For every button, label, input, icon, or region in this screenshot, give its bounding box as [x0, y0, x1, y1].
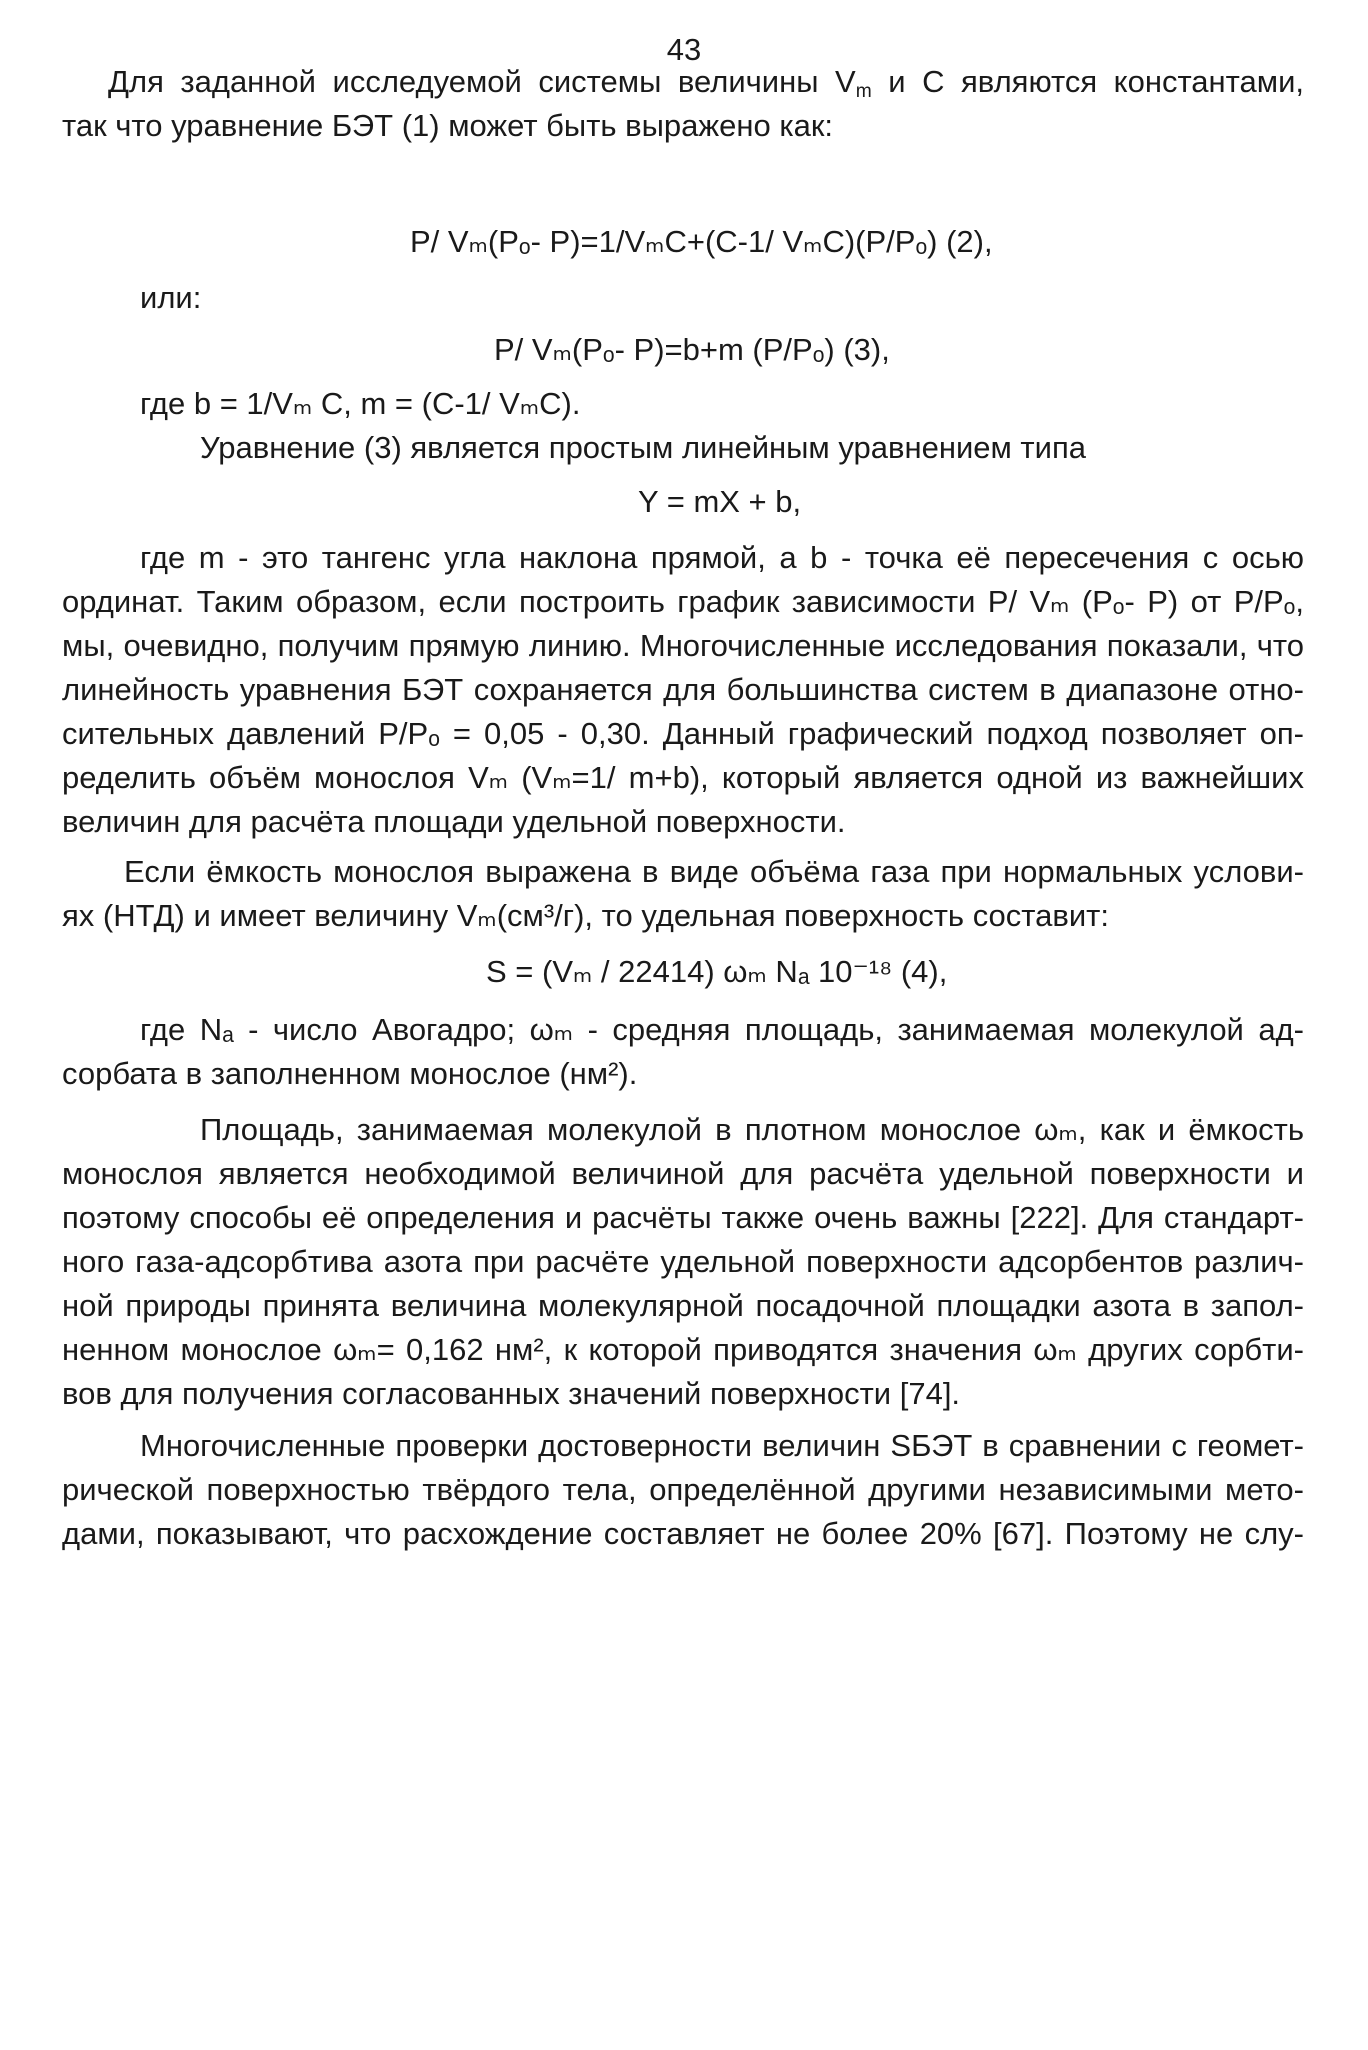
text-line: ненном монослое ωₘ= 0,162 нм², к которой приводятся значения ωₘ других сорбти- [62, 1332, 1304, 1367]
text-line: Многочисленные проверки достоверности величин SБЭТ в сравнении с геомет- [140, 1428, 1304, 1463]
text-line: монослоя является необходимой величиной для расчёта удельной поверхности и [62, 1156, 1304, 1191]
text-line: где b = 1/Vₘ C, m = (C-1/ VₘC). [140, 386, 581, 421]
text-line: Площадь, занимаемая молекулой в плотном монослое ωₘ, как и ёмкость [200, 1112, 1304, 1147]
linear-equation: Y = mX + b, [638, 484, 802, 519]
text-line: ного газа-адсорбтива азота при расчёте удельной поверхности адсорбентов различ- [62, 1244, 1304, 1279]
equation-3: P/ Vₘ(Pₒ- P)=b+m (P/Pₒ) (3), [494, 332, 890, 367]
text-line: мы, очевидно, получим прямую линию. Многочисленные исследования показали, что [62, 628, 1304, 663]
text-line: или: [140, 280, 202, 315]
text-line: где Nₐ - число Авогадро; ωₘ - средняя площадь, занимаемая молекулой ад- [140, 1012, 1304, 1047]
text-line: рической поверхностью твёрдого тела, определённой другими независимыми мето- [62, 1472, 1304, 1507]
text-line: сорбата в заполненном монослое (нм²). [62, 1056, 638, 1091]
text-line: Уравнение (3) является простым линейным уравнением типа [200, 430, 1086, 465]
text-line: вов для получения согласованных значений поверхности [74]. [62, 1376, 961, 1411]
text-line: ях (НТД) и имеет величину Vₘ(см³/г), то удельная поверхность составит: [62, 898, 1109, 933]
text-line: где m - это тангенс угла наклона прямой, а b - точка её пересечения с осью [140, 540, 1304, 575]
text-line: ной природы принята величина молекулярной посадочной площадки азота в запол- [62, 1288, 1304, 1323]
text-line: Если ёмкость монослоя выражена в виде объёма газа при нормальных услови- [124, 854, 1304, 889]
equation-4: S = (Vₘ / 22414) ωₘ Nₐ 10⁻¹⁸ (4), [486, 954, 948, 989]
text-line: величин для расчёта площади удельной поверхности. [62, 804, 846, 839]
text-line: поэтому способы её определения и расчёты также очень важны [222]. Для стандарт- [62, 1200, 1304, 1235]
equation-2: P/ Vₘ(Pₒ- P)=1/VₘC+(C-1/ VₘC)(P/Pₒ) (2), [410, 224, 993, 259]
text-line: ределить объём монослоя Vₘ (Vₘ=1/ m+b), который является одной из важнейших [62, 760, 1304, 795]
text-line: Для заданной исследуемой системы величины $V_m$ и С являются константами, [108, 64, 1304, 102]
text-line: так что уравнение БЭТ (1) может быть выражено как: [62, 108, 834, 143]
text-line: дами, показывают, что расхождение составляет не более 20% [67]. Поэтому не слу- [62, 1516, 1304, 1551]
page-number: 43 [666, 32, 702, 67]
text-line: ординат. Таким образом, если построить график зависимости P/ Vₘ (Pₒ- P) от P/Pₒ, [62, 584, 1304, 619]
text-line: сительных давлений P/Pₒ = 0,05 - 0,30. Данный графический подход позволяет оп- [62, 716, 1304, 751]
text-line: линейность уравнения БЭТ сохраняется для большинства систем в диапазоне отно- [62, 672, 1304, 707]
